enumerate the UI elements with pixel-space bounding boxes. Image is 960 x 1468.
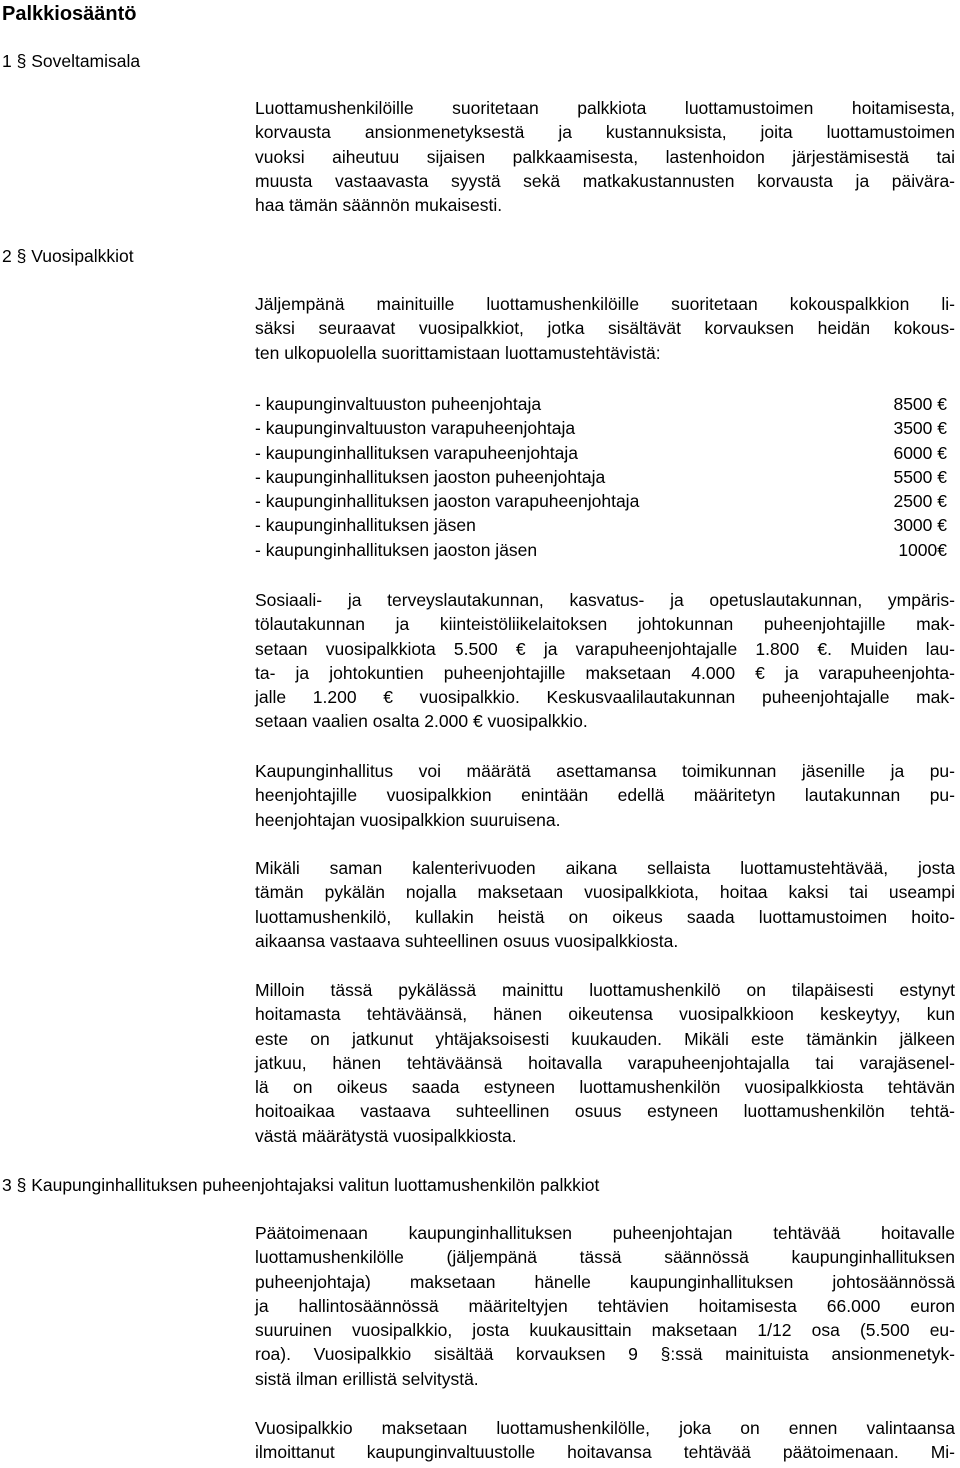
text-line: roa). Vuosipalkkio sisältää korvauksen 9 §:ssä mainituista ansionmenetyk-: [255, 1344, 955, 1365]
text-line: Päätoimenaan kaupunginhallituksen puheenjohtajan tehtävää hoitavalle: [255, 1223, 955, 1243]
text-line: muusta vastaavasta syystä sekä matkakustannusten korvausta ja päivära-: [255, 170, 955, 191]
fee-row: [255, 392, 955, 416]
text-line: Sosiaali- ja terveyslautakunnan, kasvatus- ja opetuslautakunnan, ympäris-: [255, 590, 955, 610]
fee-row: [255, 513, 955, 537]
text-line: suuruinen vuosipalkkio, josta kuukausittain maksetaan 1/12 osa (5.500 eu-: [255, 1320, 955, 1341]
text-line: ilmoittanut kaupunginvaltuustolle hoitavansa tehtävää päätoimenaan. Mi-: [255, 1442, 955, 1463]
section-heading-vuosipalkkiot: 2 § Vuosipalkkiot: [2, 246, 134, 266]
text-line: ten ulkopuolella suorittamistaan luottamustehtävistä:: [255, 342, 661, 363]
text-line: Kaupunginhallitus voi määrätä asettamansa toimikunnan jäsenille ja pu-: [255, 761, 955, 781]
fee-title: - kaupunginhallituksen jaoston jäsen: [255, 539, 538, 560]
text-line: Vuosipalkkio maksetaan luottamushenkilölle, joka on ennen valintaansa: [255, 1418, 955, 1438]
text-line: setaan vuosipalkkiota 5.500 € ja varapuheenjohtajalle 1.800 €. Muiden lau-: [255, 638, 955, 659]
paragraph-task-force-fees: [255, 759, 955, 832]
paragraph-shared-duties: [255, 856, 955, 953]
section-heading-chair-compensation: 3 § Kaupunginhallituksen puheenjohtajaksi valitun luottamushenkilön palkkiot: [2, 1175, 600, 1195]
fee-amount: 1000€: [898, 539, 947, 560]
text-line: aikaansa vastaava suhteellinen osuus vuosipalkkiosta.: [255, 930, 679, 951]
text-line: ja hallintosäännössä määriteltyjen tehtävien hoitamisesta 66.000 euron: [255, 1295, 955, 1316]
fee-row: [255, 416, 955, 440]
text-line: tölautakunnan ja kiinteistöliikelaitoksen johtokunnan puheenjohtajille mak-: [255, 614, 955, 635]
text-line: jatkuu, hänen tehtäväänsä hoitavalla varapuheenjohtajalla tai varajäsenel-: [255, 1052, 955, 1073]
fee-row: [255, 538, 955, 562]
fee-amount: 3500 €: [893, 418, 947, 439]
text-line: västä määrätystä vuosipalkkiosta.: [255, 1125, 517, 1146]
annual-fee-list: [255, 392, 955, 562]
fee-title: - kaupunginhallituksen jaoston varapuheenjohtaja: [255, 491, 640, 512]
text-line: heenjohtajan vuosipalkkion suuruisena.: [255, 809, 561, 830]
fee-row: [255, 489, 955, 513]
text-line: haa tämän säännön mukaisesti.: [255, 195, 503, 216]
paragraph-chair-annual-fee: [255, 1221, 955, 1391]
text-line: luottamushenkilölle (jäljempänä tässä säännössä kaupunginhallituksen: [255, 1247, 955, 1268]
text-line: Mikäli saman kalenterivuoden aikana sellaista luottamustehtävää, josta: [255, 858, 955, 878]
text-line: hoitamasta tehtäväänsä, hänen oikeutensa vuosipalkkioon keskeytyy, kun: [255, 1004, 955, 1025]
text-line: sistä ilman erillistä selvitystä.: [255, 1368, 479, 1389]
text-line: heenjohtajille vuosipalkkion enintään edellä määritetyn lautakunnan pu-: [255, 785, 955, 806]
text-line: puheenjohtaja) maksetaan hänelle kaupunginhallituksen johtosäännössä: [255, 1271, 955, 1292]
fee-title: - kaupunginhallituksen jaoston puheenjohtaja: [255, 466, 606, 487]
text-line: tämän pykälän nojalla maksetaan vuosipalkkiota, hoitaa kaksi tai useampi: [255, 882, 955, 903]
fee-amount: 5500 €: [893, 466, 947, 487]
text-line: este on jatkunut yhtäjaksoisesti kuukauden. Mikäli este tämänkin jälkeen: [255, 1028, 955, 1049]
text-line: korvausta ansionmenetyksestä ja kustannuksista, joita luottamustoimen: [255, 122, 955, 143]
paragraph-committee-fees: [255, 588, 955, 734]
fee-title: - kaupunginhallituksen varapuheenjohtaja: [255, 442, 579, 463]
fee-title: - kaupunginvaltuuston varapuheenjohtaja: [255, 418, 576, 439]
fee-amount: 6000 €: [893, 442, 947, 463]
text-line: Milloin tässä pykälässä mainittu luottamushenkilö on tilapäisesti estynyt: [255, 980, 955, 1000]
text-line: ta- ja johtokuntien puheenjohtajille maksetaan 4.000 € ja varapuheenjohta-: [255, 662, 955, 683]
text-line: luottamushenkilö, kullakin heistä on oikeus saada luottamustoimen hoito-: [255, 906, 955, 927]
fee-row: [255, 465, 955, 489]
fee-amount: 3000 €: [893, 515, 947, 536]
paragraph-temporary-absence: [255, 978, 955, 1148]
section-heading-soveltamisala: 1 § Soveltamisala: [2, 51, 141, 71]
fee-title: - kaupunginvaltuuston puheenjohtaja: [255, 394, 542, 414]
fee-amount: 8500 €: [893, 394, 947, 414]
text-line: lä on oikeus saada estyneen luottamushenkilön vuosipalkkiosta tehtävän: [255, 1077, 955, 1098]
text-line: jalle 1.200 € vuosipalkkio. Keskusvaalilautakunnan puheenjohtajalle mak-: [255, 687, 955, 708]
paragraph-chair-fee-condition: [255, 1416, 955, 1465]
text-line: Jäljempänä mainituille luottamushenkilöille suoritetaan kokouspalkkion li-: [255, 294, 955, 314]
document-title: Palkkiosääntö: [2, 3, 137, 25]
fee-amount: 2500 €: [893, 491, 947, 512]
fee-title: - kaupunginhallituksen jäsen: [255, 515, 476, 536]
text-line: Luottamushenkilöille suoritetaan palkkiota luottamustoimen hoitamisesta,: [255, 98, 955, 118]
paragraph-soveltamisala: [255, 96, 955, 217]
paragraph-vuosipalkkiot-intro: [255, 292, 955, 365]
text-line: vuoksi aiheutuu sijaisen palkkaamisesta, lastenhoidon järjestämisestä tai: [255, 146, 955, 167]
fee-row: [255, 441, 955, 465]
text-line: säksi seuraavat vuosipalkkiot, jotka sisältävät korvauksen heidän kokous-: [255, 318, 955, 339]
text-line: hoitoaikaa vastaava suhteellinen osuus estyneen luottamushenkilön tehtä-: [255, 1101, 955, 1122]
text-line: setaan vaalien osalta 2.000 € vuosipalkkio.: [255, 711, 588, 732]
